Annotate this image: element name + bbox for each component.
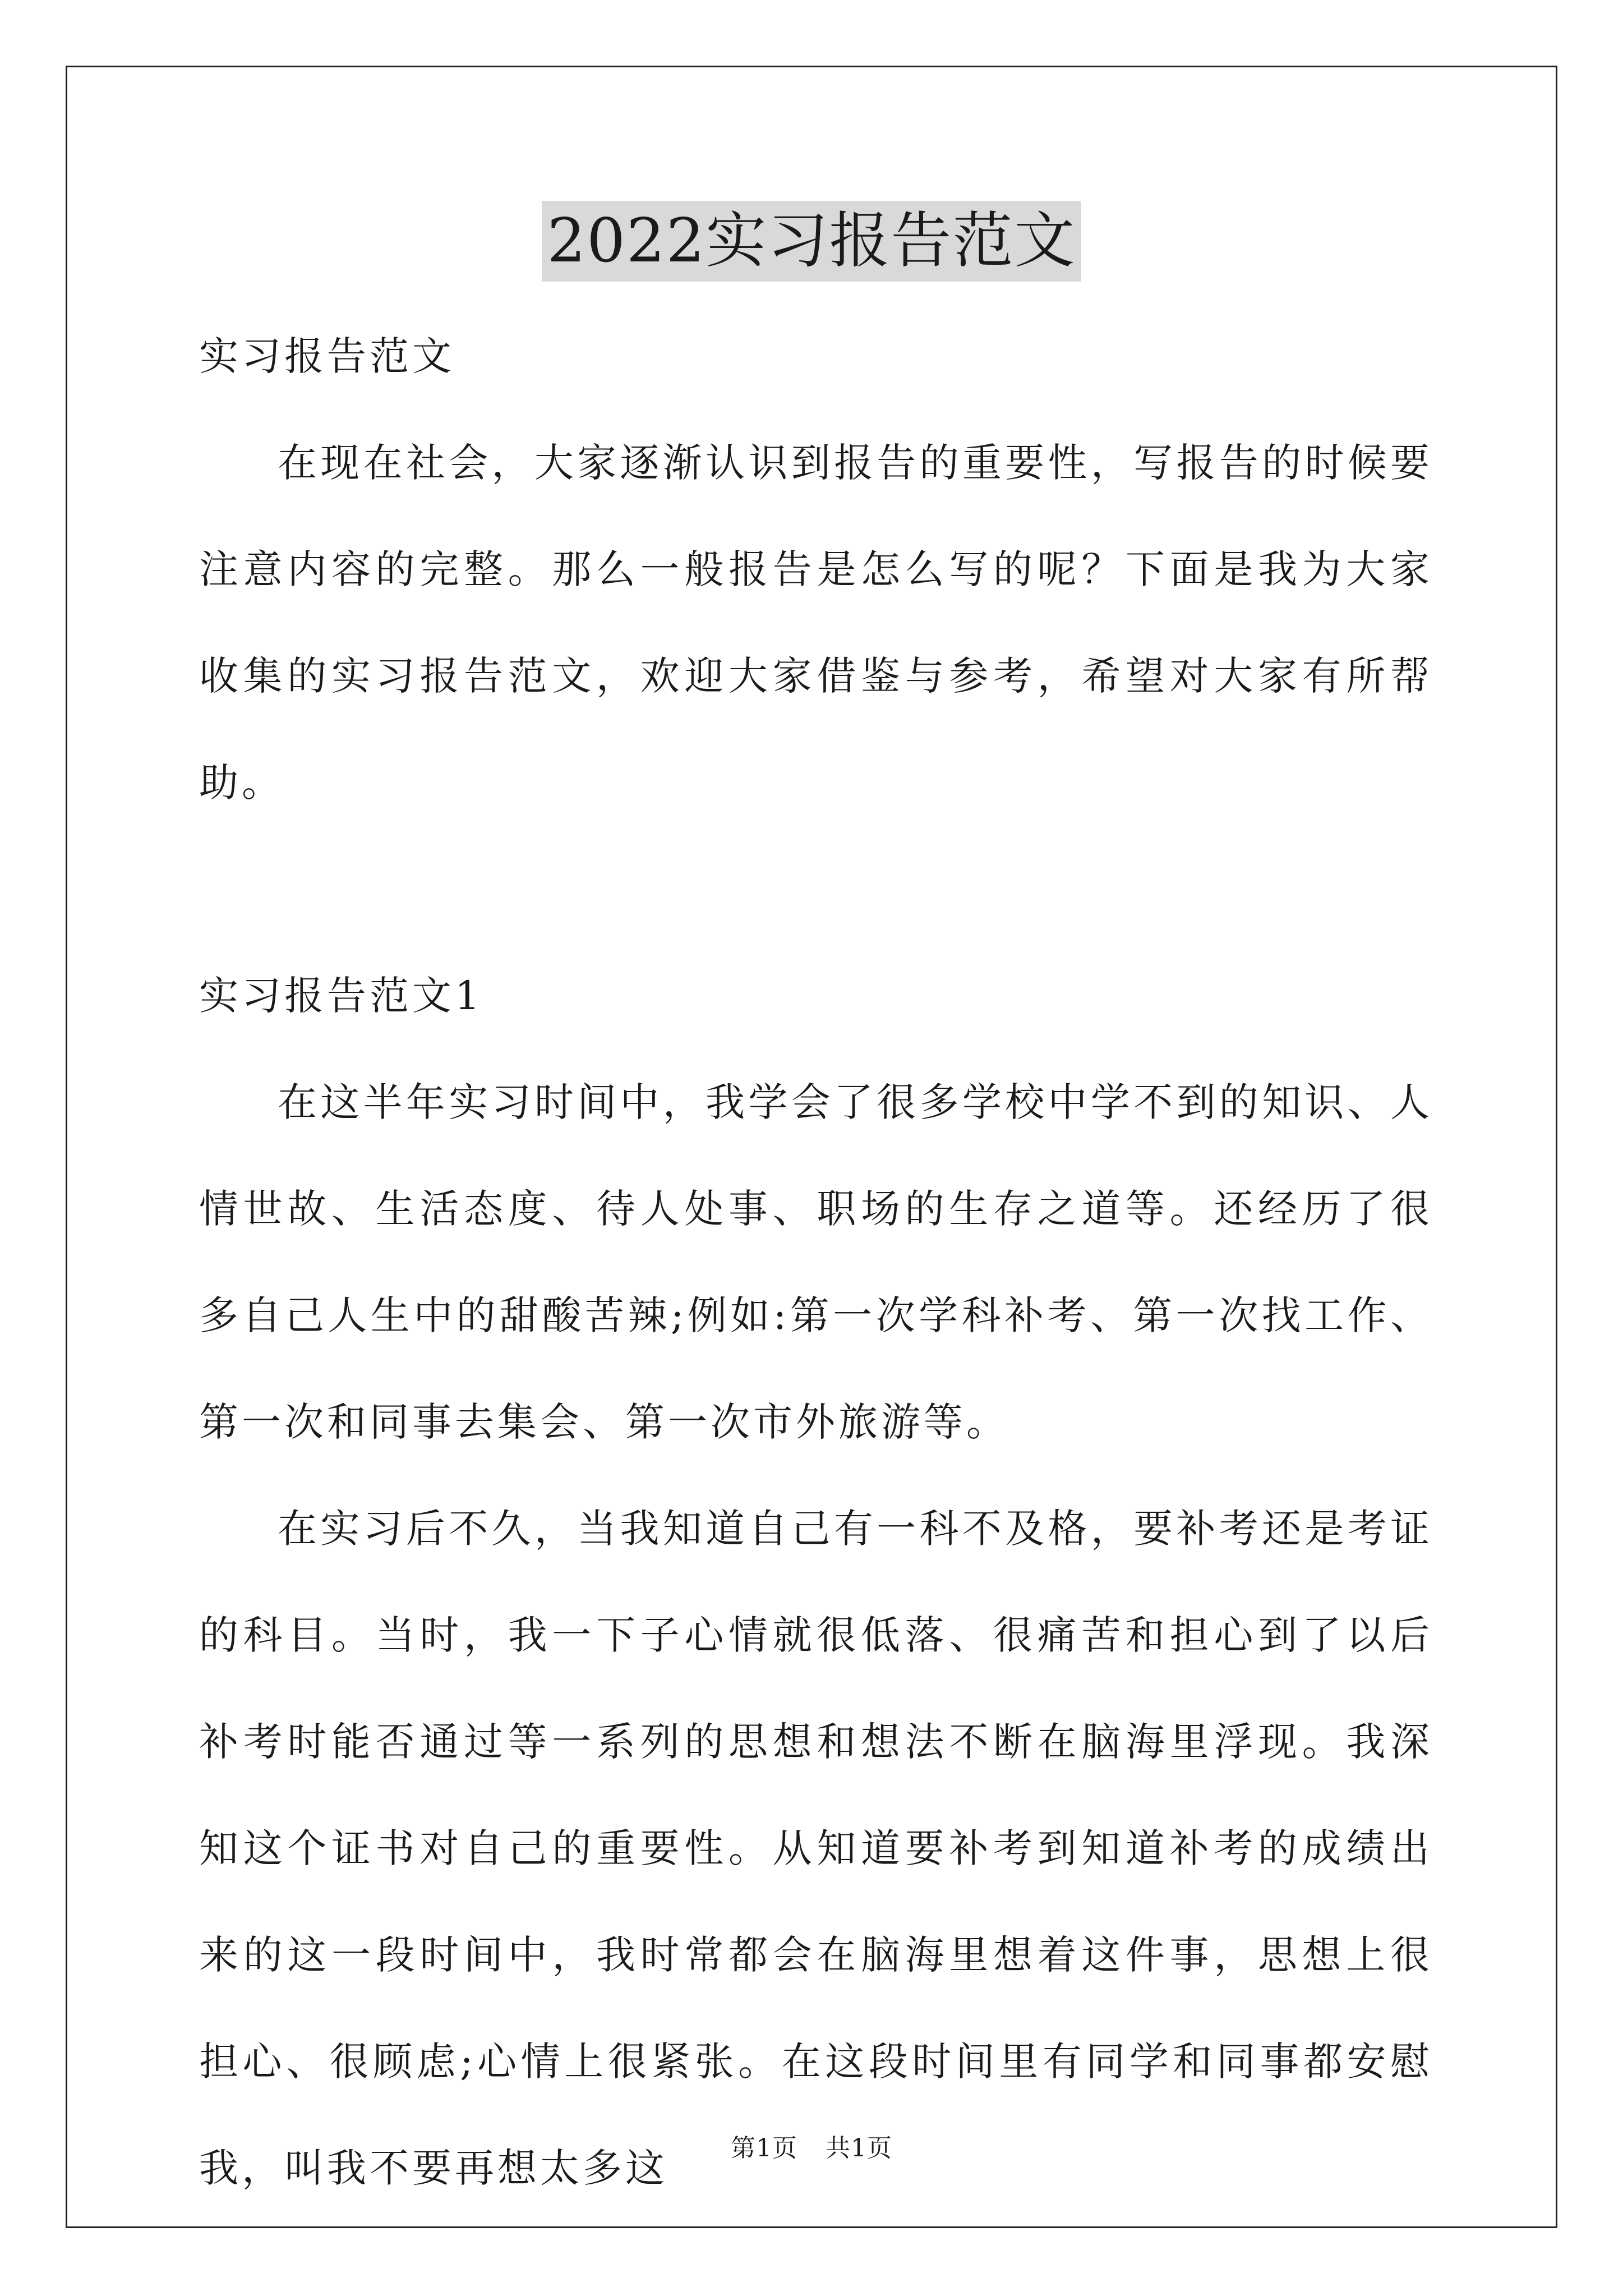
section-heading: 实习报告范文 xyxy=(199,333,455,379)
title-container xyxy=(0,201,1623,282)
body-paragraph-2: 在实习后不久，当我知道自己有一科不及格，要补考还是考证的科目。当时，我一下子心情就很低落、很痛苦和担心到了以后补考时能否通过等一系列的思想和想法不断在脑海里浮现。我深知这个证书对自己的重要性。从知道要补考到知道补考的成绩出来的这一段时间中，我时常都会在脑海里想着这件事，思想上很担心、很顾虑;心情上很紧张。在这段时间里有同学和同事都安慰我，叫我不要再想太多这 xyxy=(199,1506,1433,2191)
page-number-current: 第1页 xyxy=(731,2134,797,2162)
document-body xyxy=(199,303,1433,2221)
intro-paragraph: 在现在社会，大家逐渐认识到报告的重要性，写报告的时候要注意内容的完整。那么一般报告是怎么写的呢？下面是我为大家收集的实习报告范文，欢迎大家借鉴与参考，希望对大家有所帮助。 xyxy=(199,440,1433,806)
page-number-total: 共1页 xyxy=(826,2134,892,2162)
page-footer xyxy=(0,2132,1623,2165)
document-title: 2022实习报告范文 xyxy=(542,201,1082,282)
section-heading-1: 实习报告范文1 xyxy=(199,973,483,1019)
body-paragraph-1: 在这半年实习时间中，我学会了很多学校中学不到的知识、人情世故、生活态度、待人处事、职场的生存之道等。还经历了很多自己人生中的甜酸苦辣;例如:第一次学科补考、第一次找工作、第一次和同事去集会、第一次市外旅游等。 xyxy=(199,1079,1433,1445)
paragraph-spacer xyxy=(199,836,1433,942)
